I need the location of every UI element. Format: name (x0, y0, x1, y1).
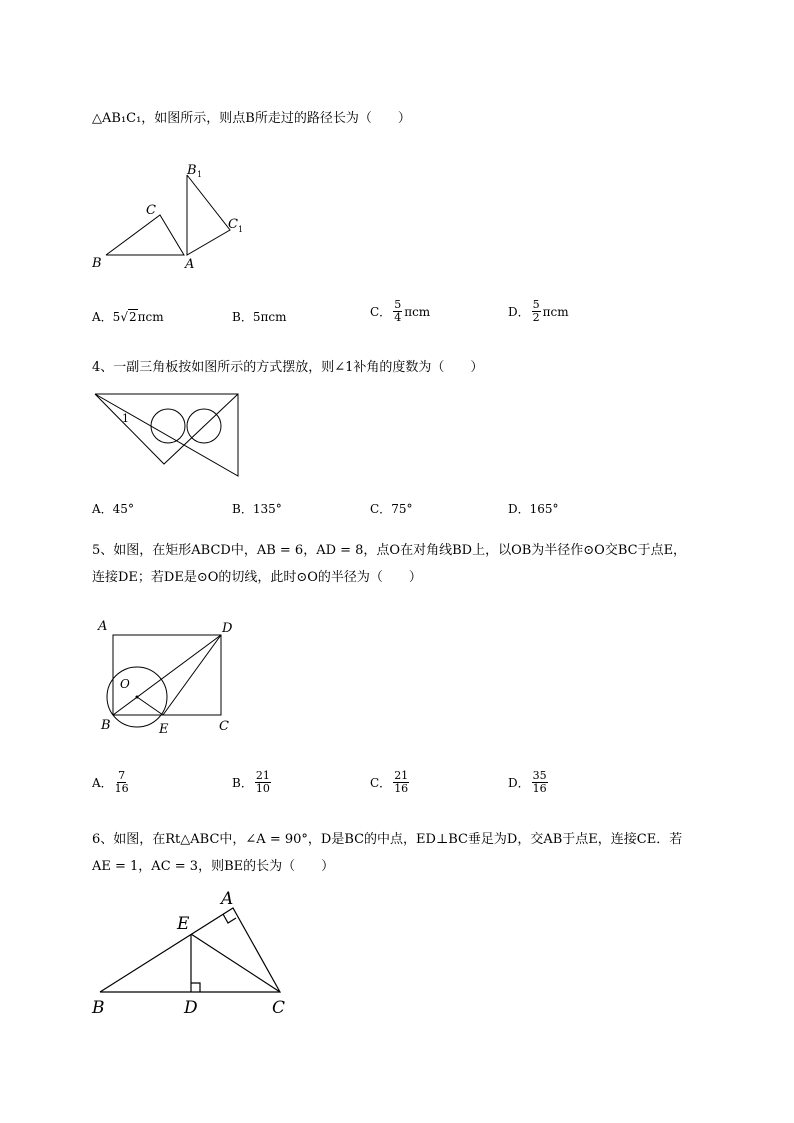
q4-option-b: B． 135° (232, 501, 282, 516)
q5-option-d: D． $\frac{35}{16}$ (508, 769, 547, 795)
q5-option-c: C． $\frac{21}{16}$ (370, 769, 409, 795)
q5-label-D: D (222, 621, 233, 636)
q3-label-B1: B (187, 163, 197, 178)
q6-label-D: D (184, 998, 198, 1018)
q5-label-C: C (219, 719, 229, 734)
q4-label-one: 1 (122, 412, 129, 425)
q5-label-O: O (120, 677, 130, 691)
fraction: $\frac{21}{10}$ (255, 769, 270, 795)
fraction: $\frac{7}{16}$ (114, 769, 129, 795)
q6-figure (88, 885, 298, 1020)
q4-option-a: A． 45° (92, 501, 134, 516)
q6-stem-line2: AE = 1，AC = 3，则BE的长为（ ） (92, 859, 335, 874)
q6-label-A: A (221, 889, 234, 909)
q3-option-c: C． $\frac{5}{4}$ πcm (370, 298, 431, 324)
q4-option-c: C． 75° (370, 501, 413, 516)
q3-stem: △AB₁C₁，如图所示，则点B所走过的路径长为（ ） (92, 111, 411, 126)
fraction: $\frac{5}{2}$ (532, 298, 540, 324)
q5-label-B: B (101, 718, 111, 733)
q3-label-C: C (146, 203, 156, 218)
q5-label-E: E (159, 722, 169, 737)
fraction: $\frac{35}{16}$ (532, 769, 547, 795)
q3-option-d: D． $\frac{5}{2}$ πcm (508, 298, 569, 324)
q6-stem-line1: 6、如图，在Rt△ABC中，∠A = 90°，D是BC的中点，ED⊥BC垂足为D，交AB于点E，连接CE．若 (92, 832, 683, 847)
fraction: $\frac{21}{16}$ (394, 769, 409, 795)
q5-stem-line1: 5、如图，在矩形ABCD中，AB = 6，AD = 8，点O在对角线BD上，以OB为半径作⊙O交BC于点E， (92, 543, 687, 558)
q3-label-B: B (92, 256, 102, 271)
q3-label-A: A (185, 257, 195, 272)
q6-label-E: E (177, 914, 190, 934)
q3-figure (88, 158, 258, 273)
q3-label-C1: C (228, 217, 238, 232)
q5-label-A: A (98, 619, 108, 634)
q4-option-d: D． 165° (508, 501, 559, 516)
q3-option-b: B． 5πcm (232, 309, 287, 324)
q5-stem-line2: 连接DE；若DE是⊙O的切线，此时⊙O的半径为（ ） (92, 570, 422, 585)
q4-figure (90, 388, 245, 480)
q5-option-a: A． $\frac{7}{16}$ (92, 769, 129, 795)
q3-label-C1-sub: 1 (238, 225, 244, 234)
q6-label-C: C (272, 998, 286, 1018)
q3-option-a: A． 5 √ 2 πcm (92, 309, 164, 324)
q6-label-B: B (92, 998, 105, 1018)
q5-figure (95, 615, 245, 740)
q3-label-B1-sub: 1 (197, 170, 203, 179)
q4-stem: 4、一副三角板按如图所示的方式摆放，则∠1补角的度数为（ ） (92, 360, 484, 375)
fraction: $\frac{5}{4}$ (394, 298, 402, 324)
q5-option-b: B． $\frac{21}{10}$ (232, 769, 270, 795)
